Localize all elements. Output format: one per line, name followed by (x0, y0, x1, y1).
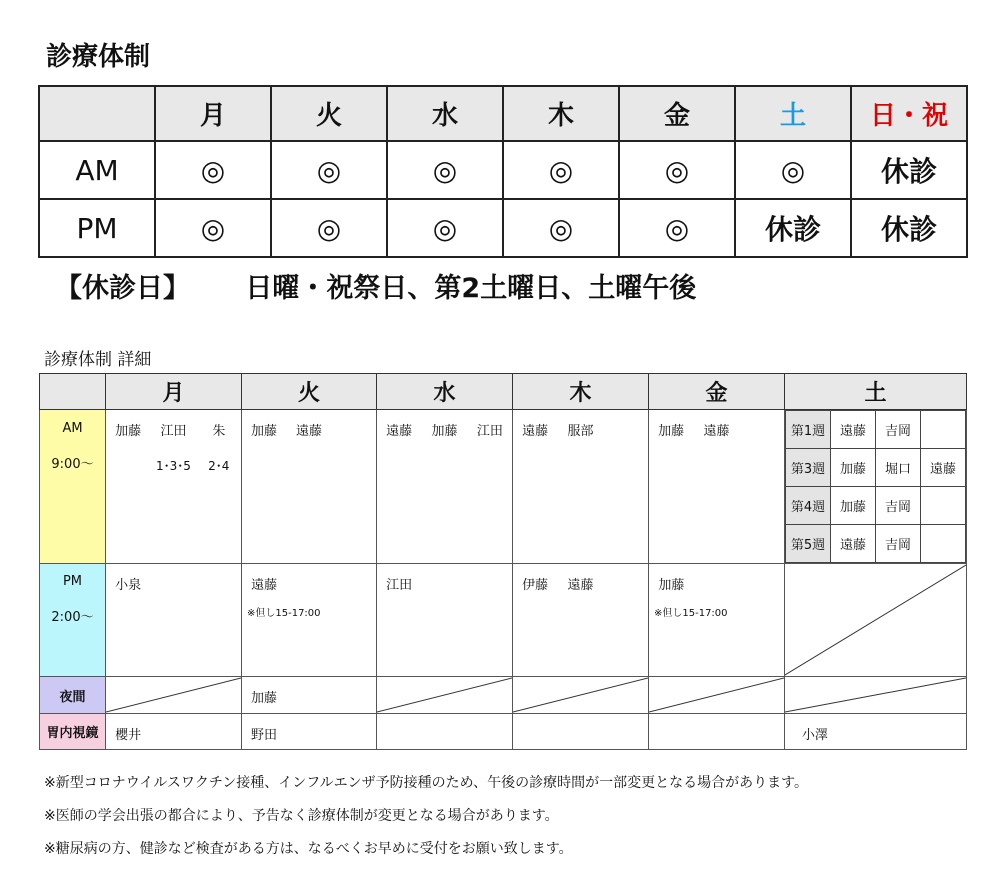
summary-cell: ◎ (387, 141, 503, 199)
summary-day-thu: 木 (503, 86, 619, 141)
week-label: 第1週 (786, 411, 831, 449)
doctor-name: 櫻井 (115, 728, 142, 743)
note-line: ※新型コロナウイルスワクチン接種、インフルエンザ予防接種のため、午後の診療時間が一部変更となる場合があります。 (44, 775, 808, 791)
doctor-name: 加藤 (115, 424, 142, 439)
endo-sat (785, 714, 967, 750)
pm-mon (106, 564, 242, 677)
notes (44, 767, 808, 866)
doctor-name: 小泉 (115, 578, 142, 593)
time-note: ※但し15-17:00 (247, 608, 321, 619)
am-time: 9:00～ (51, 457, 94, 472)
doctor-name (921, 525, 966, 563)
night-thu-closed (513, 677, 649, 714)
doctor-name: 吉岡 (876, 525, 921, 563)
doctor-name: 堀口 (876, 449, 921, 487)
diagonal-slash (377, 677, 512, 713)
am-thu (513, 410, 649, 564)
am-fri (649, 410, 785, 564)
doctor-name: 朱 (212, 424, 226, 439)
detail-row-endoscopy (40, 714, 967, 750)
pm-label: PM (62, 574, 83, 589)
doctor-name: 江田 (160, 424, 187, 439)
doctor-name: 服部 (567, 424, 594, 439)
pm-time: 2:00～ (51, 610, 94, 625)
summary-day-sun-holiday: 日・祝 (851, 86, 967, 141)
doctor-name: 加藤 (831, 487, 876, 525)
doctor-name: 野田 (250, 728, 277, 743)
detail-day-sat: 土 (785, 374, 967, 410)
doctor-name: 遠藤 (567, 578, 594, 593)
summary-cell: ◎ (271, 199, 387, 257)
holiday-label: 【休診日】 (55, 273, 190, 304)
time-note: ※但し15-17:00 (654, 608, 728, 619)
page-title: 診療体制 (46, 42, 151, 72)
doctor-name: 遠藤 (386, 424, 413, 439)
note-line: ※糖尿病の方、健診など検査がある方は、なるべくお早めに受付をお願い致します。 (44, 841, 573, 857)
detail-corner (40, 374, 106, 410)
summary-row-pm (39, 199, 967, 257)
summary-cell: ◎ (503, 141, 619, 199)
diagonal-slash (785, 677, 966, 713)
night-tue (242, 677, 377, 714)
am-label: AM (62, 421, 83, 436)
doctor-name: 吉岡 (876, 487, 921, 525)
endo-fri (649, 714, 785, 750)
doctor-name: 加藤 (831, 449, 876, 487)
endo-tue (242, 714, 377, 750)
doctor-name: 遠藤 (522, 424, 549, 439)
endo-thu (513, 714, 649, 750)
am-tue (242, 410, 377, 564)
endo-mon (106, 714, 242, 750)
endo-wed (377, 714, 513, 750)
pm-wed (377, 564, 513, 677)
endoscopy-label: 胃内視鏡 (40, 714, 106, 750)
holiday-text: 日曜・祝祭日、第2土曜日、土曜午後 (245, 273, 697, 304)
doctor-name: 遠藤 (703, 424, 730, 439)
am-mon (106, 410, 242, 564)
summary-cell: ◎ (619, 199, 735, 257)
summary-day-tue: 火 (271, 86, 387, 141)
saturday-week-grid (785, 410, 966, 563)
pm-thu (513, 564, 649, 677)
pm-label-cell (40, 564, 106, 677)
summary-cell: ◎ (155, 199, 271, 257)
detail-table (39, 373, 967, 750)
pm-tue (242, 564, 377, 677)
am-sat (785, 410, 967, 564)
detail-day-fri: 金 (649, 374, 785, 410)
diagonal-slash (513, 677, 648, 713)
diagonal-slash (649, 677, 784, 713)
doctor-name (921, 411, 966, 449)
week-label: 第4週 (786, 487, 831, 525)
night-sat-closed (785, 677, 967, 714)
diagonal-slash (106, 677, 241, 713)
summary-cell: ◎ (735, 141, 851, 199)
doctor-name: 加藤 (658, 578, 685, 593)
week-label: 第3週 (786, 449, 831, 487)
doctor-name: 遠藤 (831, 525, 876, 563)
detail-row-am (40, 410, 967, 564)
detail-row-night (40, 677, 967, 714)
summary-day-fri: 金 (619, 86, 735, 141)
doctor-name: 小澤 (801, 728, 828, 743)
week-label: 第5週 (786, 525, 831, 563)
doctor-name: 江田 (476, 424, 503, 439)
summary-row-label: PM (39, 199, 155, 257)
summary-corner (39, 86, 155, 141)
summary-cell: 休診 (851, 199, 967, 257)
am-label-cell (40, 410, 106, 564)
summary-cell: 休診 (851, 141, 967, 199)
summary-row-label: AM (39, 141, 155, 199)
doctor-name: 吉岡 (876, 411, 921, 449)
detail-day-wed: 水 (377, 374, 513, 410)
summary-day-mon: 月 (155, 86, 271, 141)
detail-day-thu: 木 (513, 374, 649, 410)
note-line: ※医師の学会出張の都合により、予告なく診療体制が変更となる場合があります。 (44, 808, 559, 824)
week-note: 2･4 (208, 459, 230, 473)
doctor-name: 遠藤 (295, 424, 322, 439)
doctor-name: 遠藤 (831, 411, 876, 449)
doctor-name: 加藤 (658, 424, 685, 439)
holiday-line (55, 266, 696, 305)
summary-table (38, 85, 968, 258)
diagonal-slash (785, 564, 966, 676)
summary-day-sat: 土 (735, 86, 851, 141)
summary-cell: ◎ (503, 199, 619, 257)
summary-day-wed: 水 (387, 86, 503, 141)
doctor-name (921, 487, 966, 525)
doctor-name: 加藤 (431, 424, 458, 439)
detail-title: 診療体制 詳細 (44, 350, 152, 370)
doctor-name: 遠藤 (251, 578, 278, 593)
doctor-name: 加藤 (250, 691, 277, 706)
night-mon-closed (106, 677, 242, 714)
summary-cell: ◎ (619, 141, 735, 199)
doctor-name: 加藤 (250, 424, 277, 439)
summary-row-am (39, 141, 967, 199)
detail-day-mon: 月 (106, 374, 242, 410)
pm-fri (649, 564, 785, 677)
week-note: 1･3･5 (156, 459, 191, 473)
summary-cell: 休診 (735, 199, 851, 257)
summary-cell: ◎ (387, 199, 503, 257)
doctor-name: 江田 (386, 578, 413, 593)
night-wed-closed (377, 677, 513, 714)
pm-sat-closed (785, 564, 967, 677)
am-wed (377, 410, 513, 564)
night-fri-closed (649, 677, 785, 714)
summary-cell: ◎ (155, 141, 271, 199)
detail-row-pm (40, 564, 967, 677)
doctor-name: 伊藤 (522, 578, 549, 593)
detail-day-tue: 火 (242, 374, 377, 410)
summary-cell: ◎ (271, 141, 387, 199)
doctor-name: 遠藤 (921, 449, 966, 487)
night-label: 夜間 (40, 677, 106, 714)
